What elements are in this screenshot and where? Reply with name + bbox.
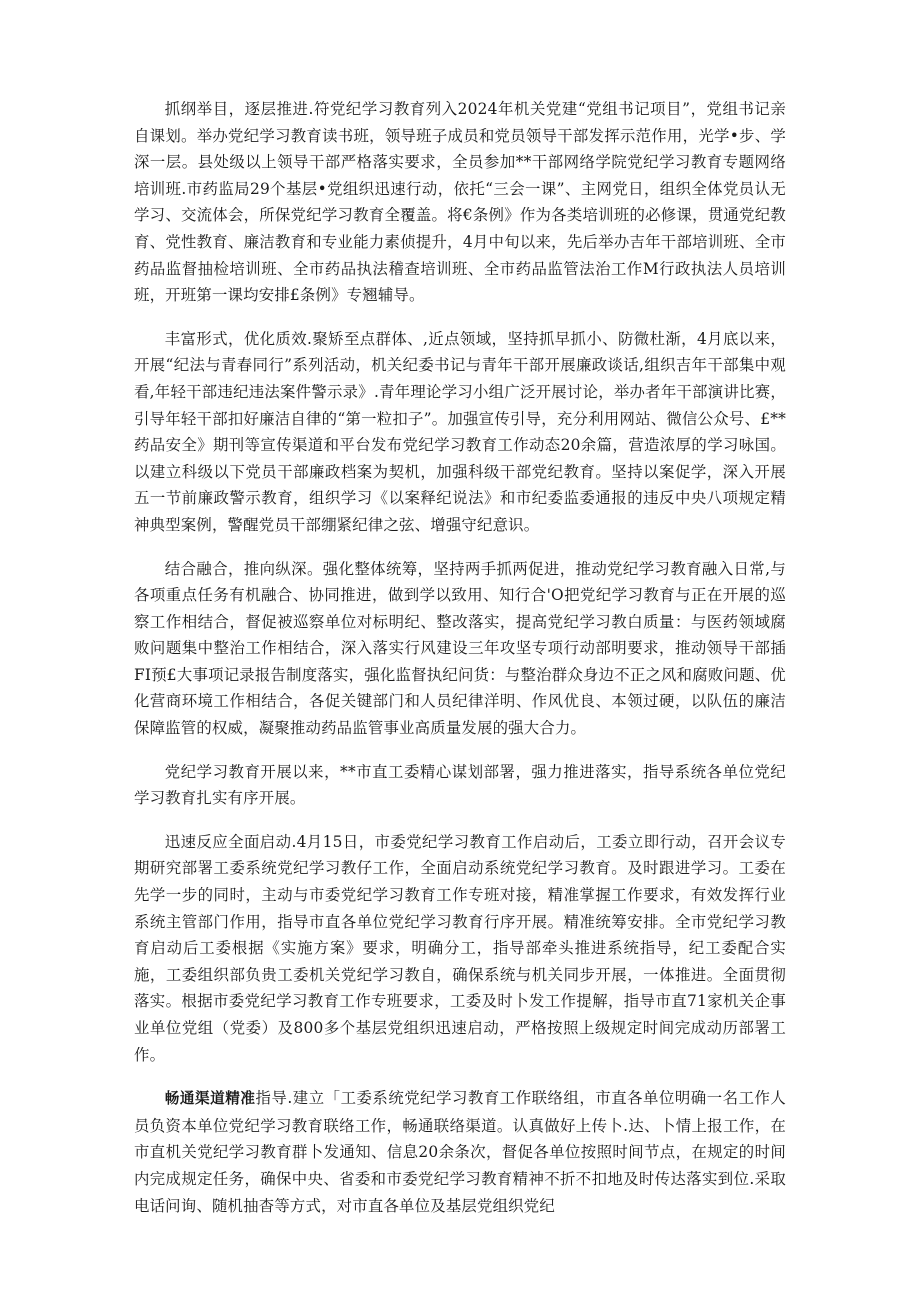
paragraph-3: 结合融合，推向纵深。强化整体统筹，坚持两手抓两促进，推动党纪学习教育融入日常,与各项重点任务有机融合、协同推进，做到学以致用、知行合'O把党纪学习教育与正在开展的巡察工作相结合，督促被巡察单位对标明纪、整改落实，提高党纪学习教白质量：与医药领域腐败问题集中整治工作相结合，深入落实行风建设三年攻坚专项行动部明要求，推动领导干部插FI预£大事项记录报告制度落实，强化监督执纪问货：与整治群众身边不正之风和腐败问题、优化营商环境工作相结合，各促关键部门和人员纪律洋明、作风优良、本领过硬，以队伍的廉洁保障监管的权威，凝聚推动药品监管事业高质量发展的强大合力。 — [134, 559, 786, 738]
paragraph-2: 丰富形式，优化质效.聚矫至点群体、,近点领域，坚持抓早抓小、防微杜渐，4月底以来，开展“纪法与青春同行”系列活动，机关纪委书记与青年干部开展廉政谈话,组织吉年干部集中观看,年轻干部违纪违法案件警示录》.青年理论学习小组广泛开展讨论，举办者年干部演讲比赛，引导年轻干部扣好廉洁自律的“第一粒扣子”。加强宣传引导，充分利用网站、微信公众号、£**药品安全》期刊等宣传渠道和平台发布党纪学习教育工作动态20余篇，营造浓厚的学习咏国。以建立科级以下党员干部廉政档案为契机，加强科级干部党纪教育。坚持以案促学，深入开展五一节前廉政警示教育，组织学习《以案释纪说法》和市纪委监委通报的违反中央八项规定精神典型案例，警醒党员干部绷紧纪律之弦、增强守纪意识。 — [134, 329, 786, 534]
paragraph-5: 迅速反应全面启动.4月15日，市委党纪学习教育工作启动后，工委立即行动，召开会议专期研究部署工委系统党纪学习教仔工作，全面启动系统党纪学习教育。及时跟进学习。工委在先学一步的同时，主动与市委党纪学习教育工作专班对接，精准掌握工作要求，有效发挥行业系统主管部门作用，指导市直各单位党纪学习教育行序开展。精准统筹安排。全市党纪学习教育启动后工委根据《实施方案》要求，明确分工，指导部牵头推进系统指导，纪工委配合实施，工委组织部负贵工委机关党纪学习教自，确保系统与机关同步开展，一体推进。全面贯彻落实。根据市委党纪学习教育工作专班要求，工委及时卜发工作提解，指导市直71家机关企事业单位党组（党委）及800多个基层党组织迅速启动，严格按照上级规定时间完成动历部署工作。 — [134, 832, 786, 1064]
paragraph-6-text: 指导.建立「工委系统党纪学习教育工作联络组，市直各单位明确一名工作人员负资本单位党纪学习教育联络工作，畅通联络渠道。认真做好上传卜.达、卜情上报工作，在市直机关党纪学习教育群卜发通知、信息20余条次，督促各单位按照时间节点，在规定的时间内完成规定任务，确保中央、省委和市委党纪学习教育精神不折不扣地及时传达落实到位.采取电话问询、随机抽杳等方式，对市直各单位及基层党组织党纪 — [134, 1089, 786, 1215]
document-body — [134, 96, 786, 1236]
paragraph-6 — [134, 1085, 786, 1219]
paragraph-4: 党纪学习教育开展以来，**市直工委精心谋划部署，强力推进落实，指导系统各单位党纪学习教育扎实有序开展。 — [134, 762, 786, 808]
paragraph-1: 抓纲举目，逐层推进.符党纪学习教育列入2024年机关党建“党组书记项目”，党组书记亲自课划。举办党纪学习教育读书班，领导班子成员和党员领导干部发挥示范作用，光学•步、学深一层。县处级以上领导干部严格落实要求，全员参加**干部网络学院党纪学习教育专题网络培训班.市药监局29个基层•党组织迅速行动，依托“三会一课”、主网党日，组织全体党员认无学习、交流体会，所保党纪学习教育全覆盖。将€条例》作为各类培训班的必修课，贯通党纪教育、党性教育、廉洁教育和专业能力素侦提升，4月中旬以来，先后举办吉年干部培训班、全市药品监督抽检培训班、全市药品执法稽查培训班、全市药品监管法治工作M行政执法人员培训班，开班第一课均安排£条例》专翘辅导。 — [134, 100, 786, 305]
paragraph-6-lead: 畅通渠道精准 — [164, 1090, 256, 1108]
